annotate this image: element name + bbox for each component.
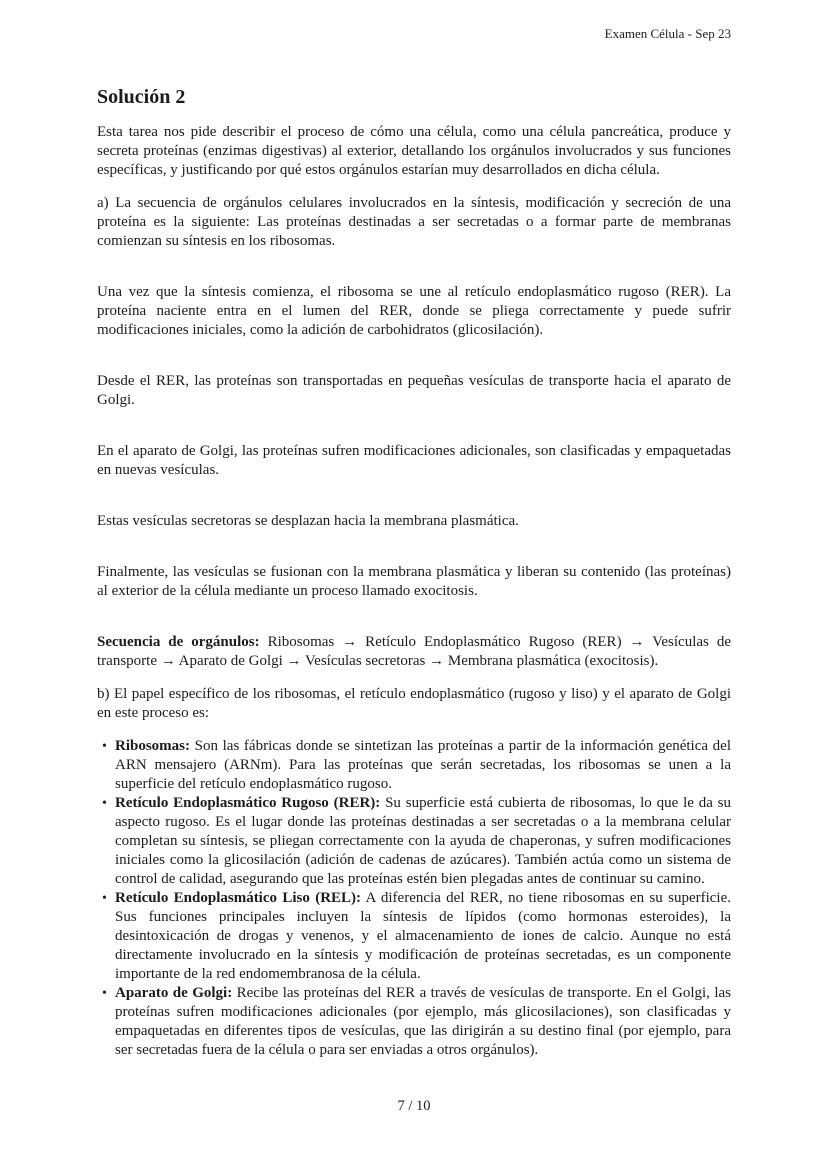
bullet-icon: • <box>102 891 107 906</box>
list-item-text: Son las fábricas donde se sintetizan las proteínas a partir de la información genética del ARN mensajero (ARNm). Para las proteínas que serán secretadas, los ribosomas se unen a la superficie del retículo endoplasmático rugoso. <box>115 738 731 792</box>
list-item-golgi <box>102 984 732 1060</box>
list-item-rer <box>102 794 732 889</box>
list-item-label: Retículo Endoplasmático Rugoso (RER): <box>115 795 381 811</box>
list-item-text: Recibe las proteínas del RER a través de vesículas de transporte. En el Golgi, las proteínas sufren modificaciones adicionales (por ejemplo, más glicosilaciones), son clasificadas y empaquetadas en diferentes tipos de vesículas, que las dirigirán a su destino final (por ejemplo, para ser secretadas fuera de la célula o para ser enviadas a otros orgánulos). <box>115 985 732 1058</box>
bullet-icon: • <box>102 986 107 1001</box>
paragraph-transport-vesicles: Desde el RER, las proteínas son transportadas en pequeñas vesículas de transporte hacia el aparato de Golgi. <box>97 373 731 408</box>
list-item-ribosomas <box>102 737 731 794</box>
paragraph-part-b: b) El papel específico de los ribosomas, el retículo endoplasmático (rugoso y liso) y el aparato de Golgi en este proceso es: <box>97 686 731 721</box>
section-title: Solución 2 <box>97 86 186 108</box>
paragraph-exocytosis: Finalmente, las vesículas se fusionan con la membrana plasmática y liberan su contenido (las proteínas) al exterior de la célula mediante un proceso llamado exocitosis. <box>97 564 731 599</box>
page-number: 7 / 10 <box>397 1098 431 1114</box>
list-item-rel <box>102 889 731 984</box>
list-item-label: Retículo Endoplasmático Liso (REL): <box>115 890 362 906</box>
organelle-sequence-line <box>97 633 731 671</box>
list-item-text: Su superficie está cubierta de ribosomas, lo que le da su aspecto rugoso. Es el lugar donde las proteínas destinadas a ser secretadas o a la membrana celular completan su síntesis, se pliegan correctamente con la ayuda de chaperonas, y sufren modificaciones iniciales como la glicosilación (adición de cadenas de azúcares). También actúa como un sistema de control de calidad, asegurando que las proteínas estén bien plegadas antes de continuar su camino. <box>115 795 732 887</box>
page-header <box>97 0 731 42</box>
bullet-icon: • <box>102 739 107 754</box>
organelle-sequence-label: Secuencia de orgánulos: <box>97 634 260 650</box>
paragraph-golgi: En el aparato de Golgi, las proteínas sufren modificaciones adicionales, son clasificadas y empaquetadas en nuevas vesículas. <box>97 443 731 478</box>
organelle-role-list <box>97 737 731 1060</box>
paragraph-rer-synthesis: Una vez que la síntesis comienza, el ribosoma se une al retículo endoplasmático rugoso (RER). La proteína naciente entra en el lumen del RER, donde se pliega correctamente y puede sufrir modificaciones iniciales, como la adición de carbohidratos (glicosilación). <box>97 284 731 338</box>
list-item-label: Ribosomas: <box>115 738 191 754</box>
list-item-label: Aparato de Golgi: <box>115 985 233 1001</box>
list-item-text: A diferencia del RER, no tiene ribosomas en su superficie. Sus funciones principales incluyen la síntesis de lípidos (como hormonas esteroides), la desintoxicación de drogas y venenos, y el almacenamiento de iones de calcio. Aunque no está directamente involucrado en la síntesis y modificación de proteínas secretadas, es un componente importante de la red endomembranosa de la célula. <box>115 890 731 982</box>
paragraph-secretory-vesicles: Estas vesículas secretoras se desplazan hacia la membrana plasmática. <box>97 513 519 529</box>
paragraph-intro: Esta tarea nos pide describir el proceso de cómo una célula, como una célula pancreática, produce y secreta proteínas (enzimas digestivas) al exterior, detallando los orgánulos involucrados y sus funciones específicas, y justificando por qué estos orgánulos estarían muy desarrollados en dicha célula. <box>97 124 731 178</box>
page-footer <box>0 1098 828 1115</box>
organelle-sequence-text: Ribosomas → Retículo Endoplasmático Rugoso (RER) → Vesículas de transporte → Aparato de Golgi → Vesículas secretoras → Membrana plasmática (exocitosis). <box>97 634 731 669</box>
header-running-title: Examen Célula - Sep 23 <box>604 26 731 41</box>
bullet-icon: • <box>102 796 107 811</box>
paragraph-part-a: a) La secuencia de orgánulos celulares involucrados en la síntesis, modificación y secreción de una proteína es la siguiente: Las proteínas destinadas a ser secretadas o a formar parte de membranas comienzan su síntesis en los ribosomas. <box>97 195 731 249</box>
